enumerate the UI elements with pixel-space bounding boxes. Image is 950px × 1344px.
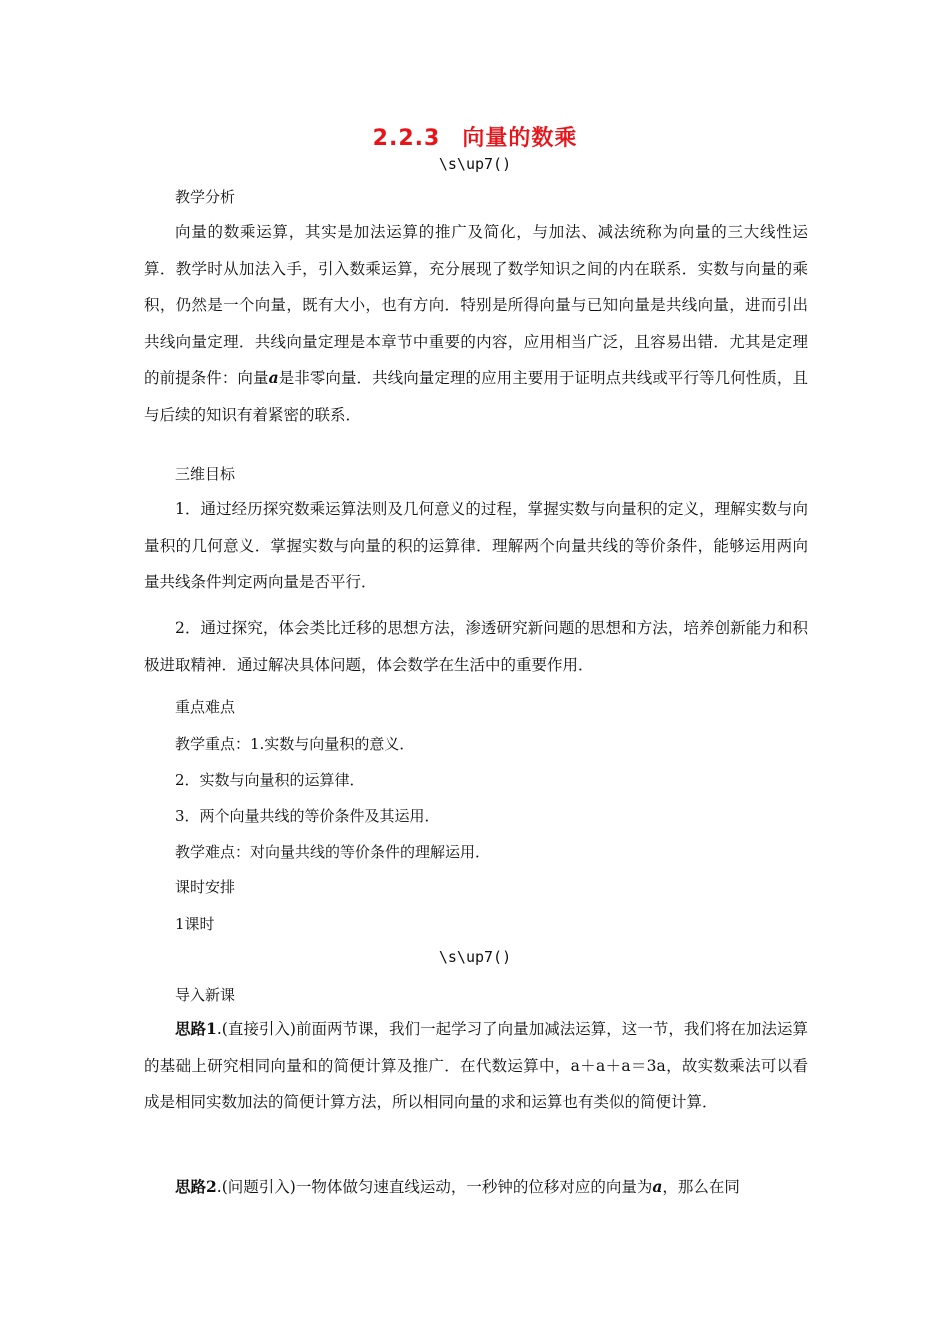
page-title [0,121,950,152]
section-title: 向量的数乘 [462,126,578,151]
idea-1-paragraph: 思路1.(直接引入)前面两节课，我们一起学习了向量加减法运算，这一节，我们将在加法运算的基础上研究相同向量和的简便计算及推广．在代数运算中，a＋a＋a＝3a，故实数乘法可以看成是相同实数加法的简便计算方法，所以相同向量的求和运算也有类似的简便计算． [144,1019,808,1111]
goals-heading: 三维目标 [175,465,236,483]
idea-2-label: 思路2 [175,1177,217,1196]
idea-2-paragraph: 思路2.(问题引入)一物体做匀速直线运动，一秒钟的位移对应的向量为a，那么在同 [175,1177,740,1196]
key-point-2: 2．实数与向量积的运算律． [175,771,365,789]
intro-heading: 导入新课 [175,986,236,1004]
idea-1-label: 思路1 [175,1019,217,1038]
field-code-marker-2: \s\up7() [438,948,512,966]
schedule-value: 1课时 [175,915,215,933]
key-heading: 重点难点 [175,698,236,716]
difficulty-point: 教学难点：对向量共线的等价条件的理解运用． [175,843,491,861]
key-point-1: 教学重点：1.实数与向量积的意义． [175,735,415,753]
section-number: 2.2.3 [372,126,441,151]
vector-a: a [268,368,279,387]
goal-1-paragraph: 1．通过经历探究数乘运算法则及几何意义的过程，掌握实数与向量积的定义，理解实数与向量积的几何意义．掌握实数与向量的积的运算律．理解两个向量共线的等价条件，能够运用两向量共线条件判定两向量是否平行． [144,500,808,591]
field-code-marker: \s\up7() [438,155,512,173]
vector-a-2: a [652,1177,663,1196]
schedule-heading: 课时安排 [175,878,236,896]
analysis-heading: 教学分析 [175,188,236,206]
goal-2-paragraph: 2．通过探究，体会类比迁移的思想方法，渗透研究新问题的思想和方法，培养创新能力和积极进取精神．通过解决具体问题，体会数学在生活中的重要作用． [144,619,808,674]
analysis-paragraph: 向量的数乘运算，其实是加法运算的推广及简化，与加法、减法统称为向量的三大线性运算．教学时从加法入手，引入数乘运算，充分展现了数学知识之间的内在联系．实数与向量的乘积，仍然是一个向量，既有大小，也有方向．特别是所得向量与已知向量是共线向量，进而引出共线向量定理．共线向量定理是本章节中重要的内容，应用相当广泛，且容易出错．尤其是定理的前提条件：向量a是非零向量．共线向量定理的应用主要用于证明点共线或平行等几何性质，且与后续的知识有着紧密的联系． [144,223,808,424]
key-point-3: 3．两个向量共线的等价条件及其运用． [175,807,440,825]
